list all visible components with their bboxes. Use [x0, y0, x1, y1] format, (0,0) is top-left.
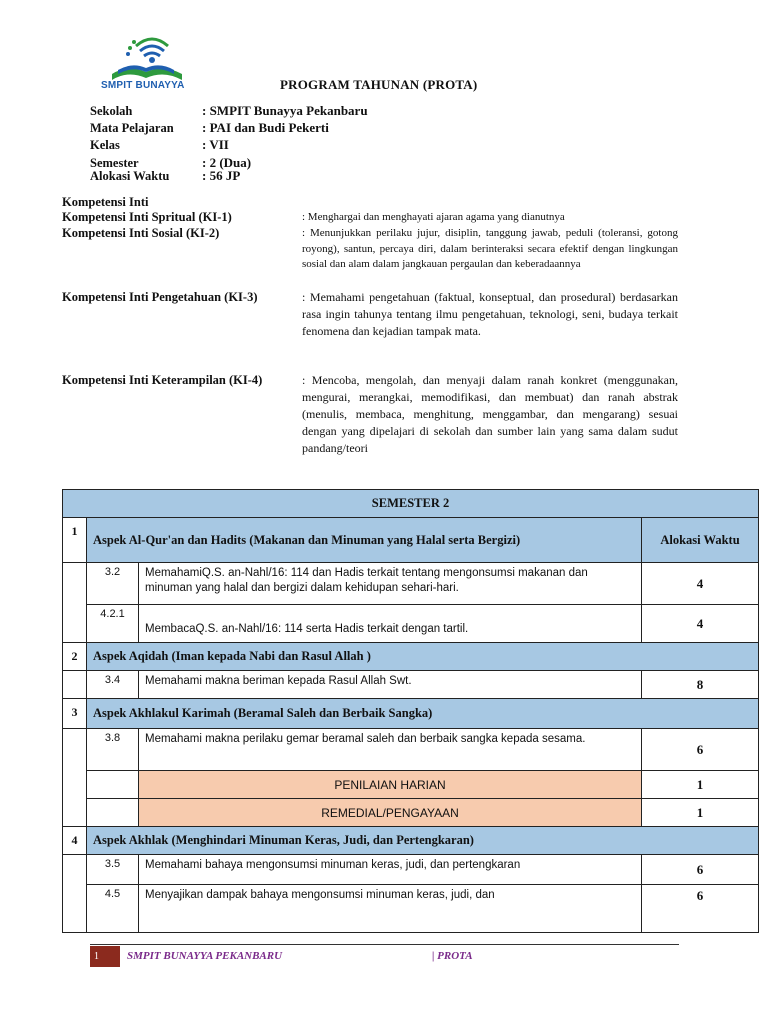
info-label-mapel: Mata Pelajaran: [90, 121, 174, 135]
kd-code: 4.2.1: [87, 605, 139, 643]
ki3-text: : Memahami pengetahuan (faktual, konseptual, dan prosedural) berdasarkan rasa ingin tahunya tentang ilmu pengetahuan, teknologi, seni, budaya terkait fenomena dan kejadian tampak mata.: [302, 290, 678, 338]
ki4-text: : Mencoba, mengolah, dan menyaji dalam ranah konkret (menggunakan, mengurai, merangkai, memodifikasi, dan membuat) dan ranah abstrak (menulis, membaca, menghitung, menggambar, dan mengarang) sesuai dengan yang dipelajari di sekolah dan sumber lain yang sama dalam sudut pandang/teori: [302, 373, 678, 455]
aspect-title: Aspek Akhlakul Karimah (Beramal Saleh dan Berbaik Sangka): [87, 699, 759, 729]
ki2-text: : Menunjukkan perilaku jujur, disiplin, tanggung jawab, peduli (toleransi, gotong royong), santun, percaya diri, dalam berinteraksi secara efektif dengan lingkungan sosial dan alam dalam jangkauan pergaulan dan keberadaannya: [302, 227, 678, 270]
kd-code: 3.5: [87, 855, 139, 885]
kd-desc: MembacaQ.S. an-Nahl/16: 114 serta Hadis terkait dengan tartil.: [139, 605, 642, 643]
kd-code: 3.2: [87, 563, 139, 605]
info-label-kelas: Kelas: [90, 138, 120, 152]
aspect-number: 3: [63, 699, 87, 729]
kd-value: 8: [642, 671, 759, 699]
aspect-title: Aspek Aqidah (Iman kepada Nabi dan Rasul Allah ): [87, 643, 759, 671]
penilaian-harian-label: PENILAIAN HARIAN: [139, 771, 642, 799]
kd-desc: Memahami makna perilaku gemar beramal saleh dan berbaik sangka kepada sesama.: [139, 729, 642, 771]
aspect-title: Aspek Al-Qur'an dan Hadits (Makanan dan Minuman yang Halal serta Bergizi): [87, 518, 642, 563]
aspect-number: 1: [63, 518, 87, 563]
ki3-label: Kompetensi Inti Pengetahuan (KI-3): [62, 290, 258, 304]
semester-header: SEMESTER 2: [63, 490, 759, 518]
ki4-label: Kompetensi Inti Keterampilan (KI-4): [62, 373, 263, 387]
kd-desc: MemahamiQ.S. an-Nahl/16: 114 dan Hadis terkait tentang mengonsumsi makanan dan minuman yang halal dan bergizi dalam kehidupan sehari-hari.: [139, 563, 642, 605]
info-value-kelas: : VII: [202, 137, 229, 152]
remedial-label: REMEDIAL/PENGAYAAN: [139, 799, 642, 827]
kd-code: 3.4: [87, 671, 139, 699]
info-label-sekolah: Sekolah: [90, 104, 133, 118]
kd-desc: Menyajikan dampak bahaya mengonsumsi minuman keras, judi, dan: [139, 885, 642, 933]
footer-divider: [90, 944, 679, 945]
remedial-value: 1: [642, 799, 759, 827]
footer-school-name: SMPIT BUNAYYA PEKANBARU: [127, 950, 283, 962]
row-spacer: [63, 729, 87, 827]
row-spacer: [87, 771, 139, 799]
logo-text: SMPIT BUNAYYA: [101, 80, 185, 91]
info-block: [90, 104, 490, 184]
page-title: PROGRAM TAHUNAN (PROTA): [280, 77, 478, 92]
kd-value: 4: [642, 563, 759, 605]
kd-desc: Memahami bahaya mengonsumsi minuman keras, judi, dan pertengkaran: [139, 855, 642, 885]
alokasi-header: Alokasi Waktu: [642, 518, 759, 563]
info-value-sekolah: : SMPIT Bunayya Pekanbaru: [202, 103, 368, 118]
footer-doc-name: | PROTA: [432, 950, 473, 962]
row-spacer: [63, 563, 87, 643]
info-label-semester: Semester: [90, 156, 139, 170]
row-spacer: [63, 671, 87, 699]
ki1-text: : Menghargai dan menghayati ajaran agama yang dianutnya: [302, 211, 565, 223]
aspect-number: 2: [63, 643, 87, 671]
ki-heading: Kompetensi Inti: [62, 195, 149, 209]
kd-value: 4: [642, 605, 759, 643]
kd-value: 6: [642, 855, 759, 885]
row-spacer: [87, 799, 139, 827]
penilaian-harian-value: 1: [642, 771, 759, 799]
aspect-title: Aspek Akhlak (Menghindari Minuman Keras, Judi, dan Pertengkaran): [87, 827, 759, 855]
row-spacer: [63, 855, 87, 933]
info-label-alokasi: Alokasi Waktu: [90, 169, 170, 183]
kd-code: 3.8: [87, 729, 139, 771]
footer-page-number: 1: [90, 946, 120, 967]
aspect-number: 4: [63, 827, 87, 855]
info-value-alokasi: : 56 JP: [202, 168, 241, 183]
kd-desc: Memahami makna beriman kepada Rasul Allah Swt.: [139, 671, 642, 699]
prota-table: [62, 489, 759, 933]
kd-value: 6: [642, 729, 759, 771]
kd-code: 4.5: [87, 885, 139, 933]
info-value-semester: : 2 (Dua): [202, 155, 252, 170]
kd-value: 6: [642, 885, 759, 933]
ki2-label: Kompetensi Inti Sosial (KI-2): [62, 226, 220, 240]
ki1-label: Kompetensi Inti Spritual (KI-1): [62, 210, 232, 224]
info-value-mapel: : PAI dan Budi Pekerti: [202, 120, 329, 135]
